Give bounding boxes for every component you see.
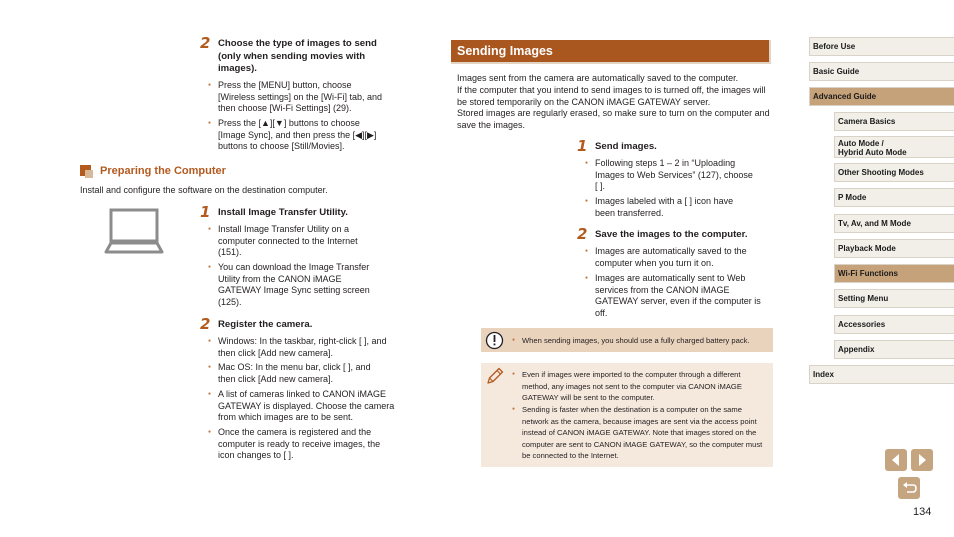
nav-tv-av-m-mode[interactable]: Tv, Av, and M Mode xyxy=(834,214,954,233)
section-heading: Preparing the Computer xyxy=(100,165,226,177)
list-item: ● Install Image Transfer Utility on a computer connected to the Internet (151). xyxy=(218,224,383,259)
list-item: ● Images are automatically saved to the computer when you turn it on. xyxy=(595,246,765,269)
nav-other-shooting-modes[interactable]: Other Shooting Modes xyxy=(834,163,954,182)
intro-line: Images sent from the camera are automatically saved to the computer. xyxy=(457,73,739,83)
nav-advanced-guide[interactable]: Advanced Guide xyxy=(809,87,954,106)
list-item: ● Press the [MENU] button, choose [Wireless settings] on the [Wi-Fi] tab, and then choose [Wi-Fi Settings] (29). xyxy=(218,80,388,115)
intro-line: Stored images are regularly erased, so make sure to turn on the computer and save the images. xyxy=(457,108,770,130)
nav-camera-basics[interactable]: Camera Basics xyxy=(834,112,954,131)
step-number: 1 xyxy=(577,137,588,155)
list-item: ● Mac OS: In the menu bar, click [ ], and then click [Add new camera]. xyxy=(218,362,390,385)
arrow-left-icon xyxy=(885,449,907,471)
nav-wifi-functions[interactable]: Wi-Fi Functions xyxy=(834,264,954,283)
step-number: 2 xyxy=(200,315,211,333)
nav-auto-mode-line1: Auto Mode / xyxy=(838,139,884,148)
nav-auto-mode-line2: Hybrid Auto Mode xyxy=(838,148,907,157)
nav-basic-guide[interactable]: Basic Guide xyxy=(809,62,954,81)
step-title: Install Image Transfer Utility. xyxy=(218,207,348,218)
list-item: ● Windows: In the taskbar, right-click [ ], and then click [Add new camera]. xyxy=(218,336,390,359)
step-number: 1 xyxy=(200,203,211,221)
section-intro: Install and configure the software on the destination computer. xyxy=(80,185,328,195)
prev-page-button[interactable] xyxy=(885,449,907,471)
nav-appendix[interactable]: Appendix xyxy=(834,340,954,359)
list-item: ● Once the camera is registered and the computer is ready to receive images, the icon changes to [ ]. xyxy=(218,427,390,462)
step-number: 2 xyxy=(200,34,211,52)
list-item: ● You can download the Image Transfer Utility from the CANON iMAGE GATEWAY Image Sync setting screen (125). xyxy=(218,262,383,308)
page-title: Sending Images xyxy=(451,40,769,62)
arrow-right-icon xyxy=(911,449,933,471)
page-number: 134 xyxy=(913,506,932,518)
list-item: ● Images labeled with a [ ] icon have been transferred. xyxy=(595,196,755,219)
nav-accessories[interactable]: Accessories xyxy=(834,315,954,334)
note-text: ● Even if images were imported to the computer through a different method, any images not sent to the computer via CANON iMAGE GATEWAY will be sent to the computer. xyxy=(522,369,767,404)
nav-playback-mode[interactable]: Playback Mode xyxy=(834,239,954,258)
note-text: ● Sending is faster when the destination is a computer on the same network as the camera, because images are sent via the access point instead of CANON iMAGE GATEWAY. Note that images stored on the computer are sent to CANON iMAGE GATEWAY, so the computer must be connected to the Internet. xyxy=(522,404,767,462)
list-item: ● A list of cameras linked to CANON iMAGE GATEWAY is displayed. Choose the camera from which images are to be sent. xyxy=(218,389,396,424)
nav-before-use[interactable]: Before Use xyxy=(809,37,954,56)
intro-line: If the computer that you intend to send images to is turned off, the images will be stored temporarily on the CANON iMAGE GATEWAY server. xyxy=(457,85,766,107)
caution-text: ● When sending images, you should use a fully charged battery pack. xyxy=(522,335,770,347)
step-number: 2 xyxy=(577,225,588,243)
nav-index[interactable]: Index xyxy=(809,365,954,384)
step-title: Save the images to the computer. xyxy=(595,229,748,240)
next-page-button[interactable] xyxy=(911,449,933,471)
step-title: Choose the type of images to send (only when sending movies with images). xyxy=(218,38,377,74)
step-title: Register the camera. xyxy=(218,319,313,330)
back-button[interactable] xyxy=(898,477,920,499)
laptop-icon xyxy=(104,207,164,255)
return-icon xyxy=(898,477,920,499)
nav-p-mode[interactable]: P Mode xyxy=(834,188,954,207)
nav-auto-mode[interactable] xyxy=(834,136,954,158)
list-item: ● Following steps 1 – 2 in “Uploading Images to Web Services” (127), choose [ ]. xyxy=(595,158,755,193)
nav-setting-menu[interactable]: Setting Menu xyxy=(834,289,954,308)
section-icon xyxy=(80,165,93,178)
pencil-icon xyxy=(485,366,505,386)
caution-icon xyxy=(485,331,504,350)
step-title: Send images. xyxy=(595,141,657,152)
list-item: ● Images are automatically sent to Web services from the CANON iMAGE GATEWAY server, even if the computer is off. xyxy=(595,273,765,319)
list-item: ● Press the [▲][▼] buttons to choose [Image Sync], and then press the [◀][▶] buttons to choose [Still/Movies]. xyxy=(218,118,388,153)
